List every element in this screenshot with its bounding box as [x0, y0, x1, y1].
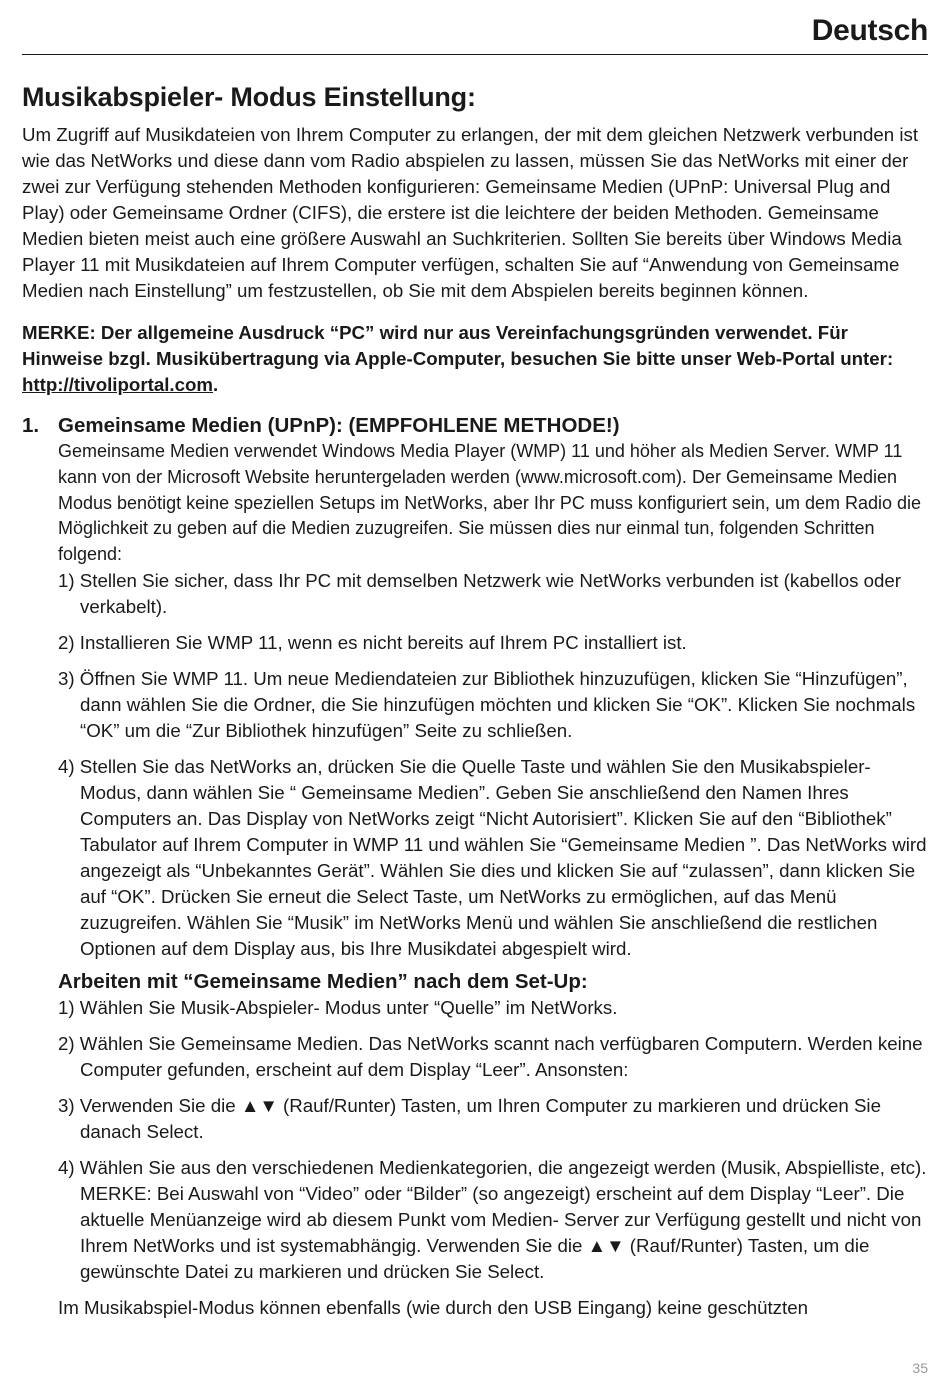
- note-paragraph: [22, 320, 930, 398]
- section1-title: Gemeinsame Medien (UPnP): (EMPFOHLENE METHODE!): [58, 414, 620, 437]
- portal-link[interactable]: http://tivoliportal.com: [22, 374, 214, 395]
- header-rule: [22, 54, 928, 55]
- section1-heading: [22, 412, 930, 439]
- page-title: Musikabspieler- Modus Einstellung:: [22, 82, 476, 112]
- section1-content: [58, 439, 930, 1321]
- section2-step: 1) Wählen Sie Musik-Abspieler- Modus unter “Quelle” im NetWorks.: [58, 996, 618, 1018]
- note-suffix: .: [213, 374, 219, 395]
- intro-paragraph: Um Zugriff auf Musikdateien von Ihrem Computer zu erlangen, der mit dem gleichen Netzwerk verbunden ist wie das NetWorks und diese dann vom Radio abspielen zu lassen, müssen Sie das NetWorks mit einer der zwei zur Verfügung stehenden Methoden konfigurieren: Gemeinsame Medien (UPnP: Universal Plug and Play) oder Gemeinsame Ordner (CIFS), die erstere ist die leichtere der beiden Methoden. Gemeinsame Medien bieten meist auch eine größere Auswahl an Suchkriterien. Sollten Sie bereits über Windows Media Player 11 mit Musikdateien auf Ihrem Computer verfügen, schalten Sie auf “Anwendung von Gemeinsame Medien nach Einstellung” um festzustellen, ob Sie mit dem Abspielen bereits beginnen können.: [22, 124, 919, 301]
- header-language: Deutsch: [811, 14, 928, 47]
- section1-step: 3) Öffnen Sie WMP 11. Um neue Mediendateien zur Bibliothek hinzuzufügen, klicken Sie “Hinzufügen”, dann wählen Sie die Ordner, die Sie hinzufügen möchten und klicken Sie “OK”. Klicken Sie nochmals “OK” um die “Zur Bibliothek hinzufügen” Seite zu schließen.: [58, 667, 916, 741]
- section2-step: 4) Wählen Sie aus den verschiedenen Medienkategorien, die angezeigt werden (Musik, Abspielliste, etc). MERKE: Bei Auswahl von “Video” oder “Bilder” (so angezeigt) erscheint auf dem Display “Leer”. Die aktuelle Menüanzeige wird ab diesem Punkt vom Medien- Server zur Verfügung gestellt und nicht von Ihrem NetWorks und ist systemabhängig. Verwenden Sie die ▲▼ (Rauf/Runter) Tasten, um die gewünschte Datei zu markieren und drücken Sie Select.: [58, 1156, 927, 1282]
- page-content: [22, 82, 930, 1321]
- section2-heading: Arbeiten mit “Gemeinsame Medien” nach dem Set-Up:: [58, 969, 588, 993]
- section1-number: 1.: [22, 414, 40, 437]
- section1-step: 2) Installieren Sie WMP 11, wenn es nicht bereits auf Ihrem PC installiert ist.: [58, 631, 687, 653]
- closing-paragraph: Im Musikabspiel-Modus können ebenfalls (wie durch den USB Eingang) keine geschützten: [58, 1296, 808, 1318]
- section1-step: 1) Stellen Sie sicher, dass Ihr PC mit demselben Netzwerk wie NetWorks verbunden ist (kabellos oder verkabelt).: [58, 569, 902, 617]
- page-number: 35: [912, 1360, 928, 1376]
- note-text: MERKE: Der allgemeine Ausdruck “PC” wird nur aus Vereinfachungsgründen verwendet. Für Hinweise bzgl. Musikübertragung via Apple-Computer, besuchen Sie bitte unser Web-Portal unter:: [22, 322, 894, 369]
- section1-step: 4) Stellen Sie das NetWorks an, drücken Sie die Quelle Taste und wählen Sie den Musikabspieler-Modus, dann wählen Sie “ Gemeinsame Medien”. Geben Sie anschließend den Namen Ihres Computers an. Das Display von NetWorks zeigt “Nicht Autorisiert”. Klicken Sie auf den “Bibliothek” Tabulator auf Ihrem Computer in WMP 11 und wählen Sie “Gemeinsame Medien ”. Das NetWorks wird angezeigt als “Unbekanntes Gerät”. Wählen Sie dies und klicken Sie auf “zulassen”, dann klicken Sie auf “OK”. Drücken Sie erneut die Select Taste, um NetWorks zu ermöglichen, auf das Menü zuzugreifen. Wählen Sie “Musik” im NetWorks Menü und wählen Sie anschließend die restlichen Optionen auf dem Display aus, bis Ihre Musikdatei abgespielt wird.: [58, 755, 927, 959]
- section2-step: 2) Wählen Sie Gemeinsame Medien. Das NetWorks scannt nach verfügbaren Computern. Werden keine Computer gefunden, erscheint auf dem Display “Leer”. Ansonsten:: [58, 1032, 923, 1080]
- section2-step: 3) Verwenden Sie die ▲▼ (Rauf/Runter) Tasten, um Ihren Computer zu markieren und drücken Sie danach Select.: [58, 1094, 881, 1142]
- section1-body: Gemeinsame Medien verwendet Windows Media Player (WMP) 11 und höher als Medien Server. WMP 11 kann von der Microsoft Website heruntergeladen werden (www.microsoft.com). Der Gemeinsame Medien Modus benötigt keine speziellen Setups im NetWorks, aber Ihr PC muss konfiguriert sein, um dem Radio die Möglichkeit zu geben auf die Medien zuzugreifen. Sie müssen dies nur einmal tun, folgenden Schritten folgend:: [58, 441, 922, 565]
